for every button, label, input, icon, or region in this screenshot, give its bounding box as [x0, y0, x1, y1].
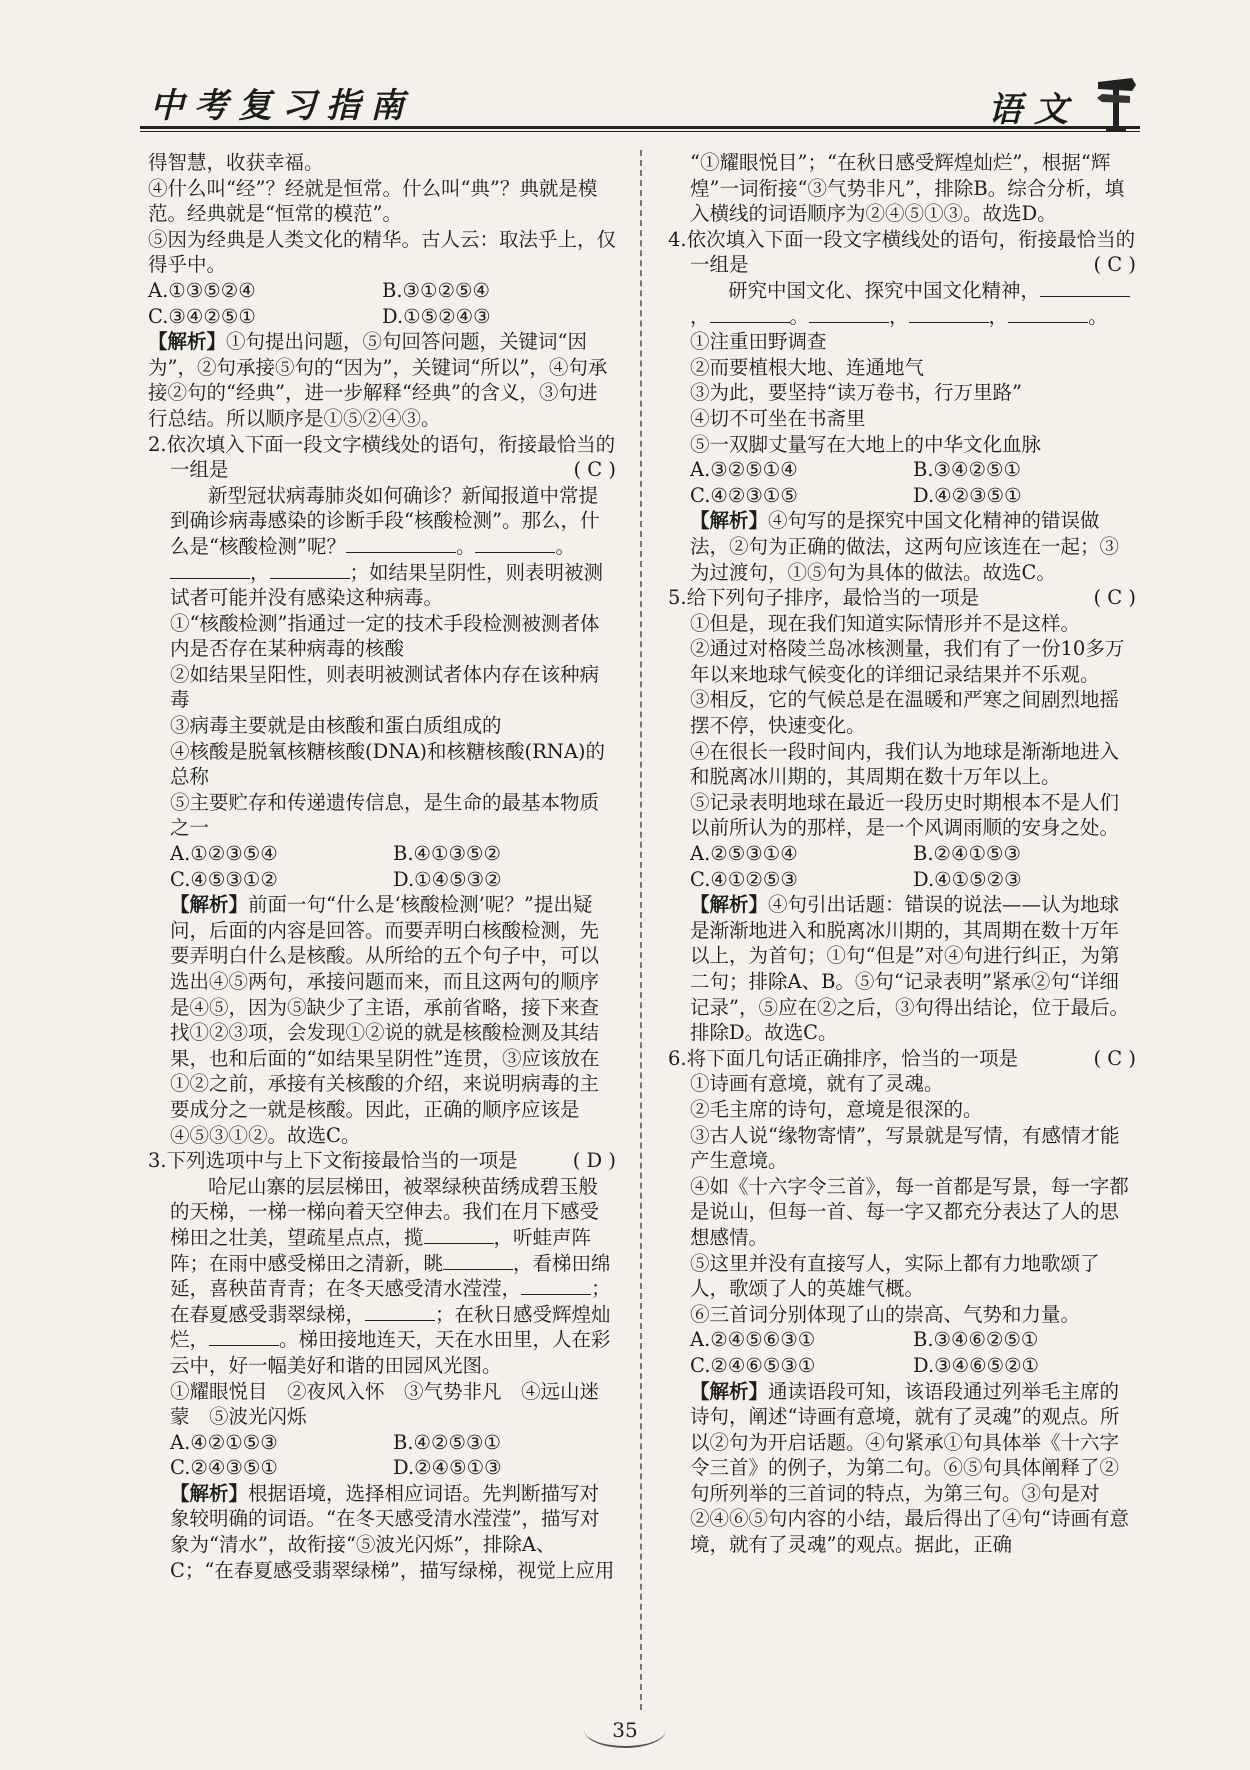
- subject-label: 语文: [988, 90, 1080, 130]
- q5-item: ③相反，它的气候总是在温暖和严寒之间剧烈地摇摆不停，快速变化。: [690, 688, 1120, 738]
- q4-passage-text: 研究中国文化、探究中国文化精神，: [728, 278, 1041, 302]
- q5-stem: [668, 585, 1136, 611]
- q4-passage: 研究中国文化、探究中国文化精神，， 。 ， ， 。: [668, 278, 1136, 329]
- explanation-tag: 【解析】: [690, 509, 769, 533]
- explanation-tag: 【解析】: [690, 1379, 769, 1403]
- q4-options: [668, 457, 1136, 483]
- q2-passage: 新型冠状病毒肺炎如何确诊？新闻报道中常提到确诊病毒感染的诊断手段“核酸检测”。那么，什么是“核酸检测”呢？ 。 。， ；如结果呈阴性，则表明被测试者可能并没有感染这种病毒。: [170, 483, 604, 610]
- q3-passage-e: ；在秋日感受辉煌灿烂，: [170, 1302, 611, 1352]
- blank: [710, 322, 790, 323]
- option-a: A.①③⑤②④: [148, 278, 256, 302]
- explanation-text: ①句提出问题，⑤句回答问题，关键词“因为”，②句承接⑤句的“因为”，关键词“所以”，④句承接②句的“经典”，进一步解释“经典”的含义，③句进行总结。所以顺序是①⑤②④③。: [148, 330, 608, 430]
- blank: [521, 1294, 591, 1295]
- column-divider: [640, 150, 642, 1710]
- blank: [909, 322, 989, 323]
- q2-answer: ( C ): [573, 458, 616, 482]
- q2-options: [148, 841, 616, 867]
- q5-answer: ( C ): [1093, 586, 1136, 610]
- q6-item: ④如《十六字令三首》，每一首都是写景，每一字都是说山，但每一首、每一字又都充分表达了人的思想感情。: [690, 1174, 1129, 1249]
- q6-item: ②毛主席的诗句，意境是很深的。: [690, 1097, 983, 1121]
- q4-item: ⑤一双脚丈量写在大地上的中华文化血脉: [690, 432, 1042, 456]
- q3-passage-f: 。梯田接地连天，天在水田里，人在彩云中，好一幅美好和谐的田园风光图。: [170, 1328, 611, 1377]
- q3-passage-a: 哈尼山寨的层层梯田，被翠绿秧苗绣成碧玉般的天梯，一梯一梯向着天空伸去。我们在月下感受梯田之壮美，望疏星点点，揽: [170, 1174, 600, 1249]
- blank: [346, 552, 456, 553]
- q1-item-5: ⑤因为经典是人类文化的精华。古人云：取法乎上，仅得乎中。: [148, 227, 617, 277]
- q5-explanation: [668, 892, 1136, 1046]
- explanation-tag: 【解析】: [170, 893, 249, 917]
- q1-explanation: [148, 329, 616, 431]
- option-b: B.③①②⑤④: [382, 278, 490, 302]
- q6-stem-text: 6.将下面几句话正确排序，恰当的一项是: [668, 1046, 1019, 1070]
- q3-stem-text: 3.下列选项中与上下文衔接最恰当的一项是: [148, 1149, 518, 1173]
- q2-stem-text: 2.依次填入下面一段文字横线处的语句，衔接最恰当的一组是: [148, 432, 616, 482]
- explanation-text: 前面一句“什么是‘核酸检测’呢？”提出疑问，后面的内容是回答。而要弄明白核酸检测，先要弄明白什么是核酸。从所给的五个句子中，可以选出④⑤两句，承接问题而来，而且这两句的顺序是④⑤，因为⑤缺少了主语，承前省略，接下来查找①②③项，会发现①②说的就是核酸检测及其结果，也和后面的“如结果呈阴性”连贯，③应该放在①②之前，承接有关核酸的介绍，来说明病毒的主要成分之一就是核酸。因此，正确的顺序应该是④⑤③①②。故选C。: [170, 893, 600, 1147]
- option-d: D.④②③⑤①: [913, 483, 1022, 507]
- left-column: [148, 150, 616, 1583]
- q5-item: ②通过对格陵兰岛冰核测量，我们有了一份10多万年以来地球气候变化的详细记录结果并不乐观。: [690, 637, 1125, 686]
- q1-options-row2: [148, 304, 616, 330]
- q5-stem-text: 5.给下列句子排序，最恰当的一项是: [668, 586, 980, 610]
- option-b: B.②④①⑤③: [913, 842, 1021, 866]
- q4-stem-text: 4.依次填入下面一段文字横线处的语句，衔接最恰当的一组是: [668, 227, 1136, 277]
- option-b: B.④②⑤③①: [393, 1430, 501, 1454]
- q5-item: ⑤记录表明地球在最近一段历史时期根本不是人们以前所认为的那样，是一个风调雨顺的安身之处。: [690, 790, 1120, 840]
- option-d: D.②④⑤①③: [393, 1456, 502, 1480]
- q6-options: [668, 1327, 1136, 1353]
- q2-item: ③病毒主要就是由核酸和蛋白质组成的: [170, 714, 502, 738]
- q4-item: ②而要植根大地、连通地气: [690, 355, 925, 379]
- q2-item: ①“核酸检测”指通过一定的技术手段检测被测者体内是否存在某种病毒的核酸: [170, 611, 600, 661]
- q2-stem: [148, 432, 616, 483]
- q5-options-row2: [668, 867, 1136, 893]
- explanation-tag: 【解析】: [170, 1481, 249, 1505]
- page-number: 35: [612, 1718, 638, 1742]
- q3-options-row2: [148, 1455, 616, 1481]
- q3-passage-b: ，听蛙声阵阵；在雨中感受梯田之清新，眺: [170, 1225, 592, 1275]
- q3-answer: ( D ): [572, 1149, 616, 1173]
- option-d: D.①⑤②④③: [382, 304, 491, 328]
- explanation-text: ④句引出话题：错误的说法——认为地球是渐渐地进入和脱离冰川期的，其周期在数十万年以上，为首句；①句“但是”对④句进行纠正，为第二句；排除A、B。⑤句“记录表明”紧承②句“详细记录”，⑤应在②之后，③句得出结论，位于最后。排除D。故选C。: [690, 893, 1129, 1045]
- option-a: A.①②③⑤④: [170, 842, 278, 866]
- option-a: A.②⑤③①④: [690, 842, 798, 866]
- q2-item: ④核酸是脱氧核糖核酸(DNA)和核糖核酸(RNA)的总称: [170, 739, 606, 789]
- signpost-icon: [1094, 72, 1138, 132]
- q2-options-row2: [148, 867, 616, 893]
- option-c: C.④⑤③①②: [170, 867, 278, 891]
- blank: [170, 578, 250, 579]
- option-c: C.④①②⑤③: [690, 867, 798, 891]
- explanation-tag: 【解析】: [690, 893, 769, 917]
- option-b: B.③④②⑤①: [913, 458, 1021, 482]
- q4-answer: ( C ): [1093, 253, 1136, 277]
- q2-passage-a: 新型冠状病毒肺炎如何确诊？新闻报道中常提到确诊病毒感染的诊断手段“核酸检测”。那么，什么是“核酸检测”呢？: [170, 483, 600, 558]
- header-rule: [140, 126, 1140, 129]
- q3-explanation: [148, 1481, 616, 1583]
- q3-items: ①耀眼悦目 ②夜风入怀 ③气势非凡 ④远山迷蒙 ⑤波光闪烁: [170, 1379, 600, 1429]
- explanation-text: 根据语境，选择相应词语。先判断描写对象较明确的词语。“在冬天感受清水滢滢”，描写对象为“清水”，故衔接“⑤波光闪烁”，排除A、C；“在春夏感受翡翠绿梯”，描写绿梯，视觉上应用: [170, 1481, 615, 1582]
- q3-stem: [148, 1148, 616, 1174]
- q6-options-row2: [668, 1353, 1136, 1379]
- q5-options: [668, 841, 1136, 867]
- q6-answer: ( C ): [1093, 1046, 1136, 1070]
- option-c: C.②④③⑤①: [170, 1456, 278, 1480]
- option-a: A.④②①⑤③: [170, 1430, 278, 1454]
- blank: [809, 322, 889, 323]
- q4-options-row2: [668, 483, 1136, 509]
- q3-options: [148, 1430, 616, 1456]
- blank: [365, 1320, 435, 1321]
- q5-item: ④在很长一段时间内，我们认为地球是渐渐地进入和脱离冰川期的，其周期在数十万年以上。: [690, 739, 1120, 789]
- q6-item: ⑥三首词分别体现了山的崇高、气势和力量。: [690, 1302, 1081, 1326]
- q3-passage-d: ；在春夏感受翡翠绿梯，: [170, 1277, 611, 1326]
- option-c: C.③④②⑤①: [148, 304, 256, 328]
- q4-item: ①注重田野调查: [690, 330, 827, 354]
- q5-item: ①但是，现在我们知道实际情形并不是这样。: [690, 611, 1081, 635]
- q4-stem: [668, 227, 1136, 278]
- book-title: 中考复习指南: [150, 86, 414, 126]
- q6-explanation: [668, 1379, 1136, 1558]
- blank: [209, 1345, 279, 1346]
- q6-stem: [668, 1046, 1136, 1072]
- q3-passage: [148, 1174, 616, 1379]
- option-b: B.④①③⑤②: [393, 842, 501, 866]
- option-d: D.①④⑤③②: [393, 867, 502, 891]
- q3-passage-c: ，看梯田绵延，喜秧苗青青；在冬天感受清水滢滢，: [170, 1251, 611, 1301]
- explanation-text: ④句写的是探究中国文化精神的错误做法，②句为正确的做法，这两句应该连在一起；③为过渡句，①⑤句为具体的做法。故选C。: [690, 509, 1120, 584]
- q1-text-line: 得智慧，收获幸福。: [148, 151, 324, 174]
- q2-passage-b: ；如结果呈阴性，则表明被测试者可能并没有感染这种病毒。: [170, 560, 604, 610]
- blank: [270, 578, 350, 579]
- option-a: A.②④⑤⑥③①: [690, 1328, 816, 1352]
- option-c: C.④②③①⑤: [690, 483, 798, 507]
- q2-item: ②如结果呈阳性，则表明被测试者体内存在该种病毒: [170, 662, 600, 712]
- q1-options: [148, 278, 616, 304]
- explanation-tag: 【解析】: [148, 330, 227, 354]
- q4-item: ④切不可坐在书斋里: [690, 406, 866, 430]
- option-d: D.④①⑤②③: [913, 867, 1022, 891]
- option-c: C.②④⑥⑤③①: [690, 1353, 816, 1377]
- q4-explanation: [668, 508, 1136, 585]
- blank: [1008, 322, 1088, 323]
- option-a: A.③②⑤①④: [690, 458, 798, 482]
- option-d: D.③④⑥⑤②①: [913, 1353, 1040, 1377]
- q1-item-4: ④什么叫“经”？经就是恒常。什么叫“典”？典就是模范。经典就是“恒常的模范”。: [148, 176, 598, 226]
- q6-item: ①诗画有意境，就有了灵魂。: [690, 1072, 944, 1096]
- q3-explanation-cont: “①耀眼悦目”；“在秋日感受辉煌灿烂”，根据“辉煌”一词衔接“③气势非凡”，排除B。综合分析，填入横线的词语顺序为②④⑤①③。故选D。: [690, 151, 1125, 226]
- blank: [424, 1243, 494, 1244]
- q2-item: ⑤主要贮存和传递遗传信息，是生命的最基本物质之一: [170, 790, 600, 840]
- q2-explanation: [148, 892, 616, 1148]
- blank: [1040, 296, 1130, 297]
- q4-item: ③为此，要坚持“读万卷书，行万里路”: [690, 381, 1022, 405]
- header-rule-thin: [140, 131, 1140, 132]
- option-b: B.③④⑥②⑤①: [913, 1328, 1039, 1352]
- blank: [475, 552, 555, 553]
- explanation-text: 通读语段可知，该语段通过列举毛主席的诗句，阐述“诗画有意境，就有了灵魂”的观点。所以②句为开启话题。④句紧承①句具体举《十六字令三首》的例子，为第二句。⑥⑤句具体阐释了②句所列举的三首词的特点，为第三句。③句是对②④⑥⑤句内容的小结，最后得出了④句“诗画有意境，就有了灵魂”的观点。据此，正确: [690, 1379, 1129, 1557]
- blank: [443, 1269, 513, 1270]
- q6-item: ③古人说“缘物寄情”，写景就是写情，有感情才能产生意境。: [690, 1123, 1120, 1173]
- right-column: [668, 150, 1136, 1558]
- q6-item: ⑤这里并没有直接写人，实际上都有力地歌颂了人，歌颂了人的英雄气概。: [690, 1251, 1100, 1301]
